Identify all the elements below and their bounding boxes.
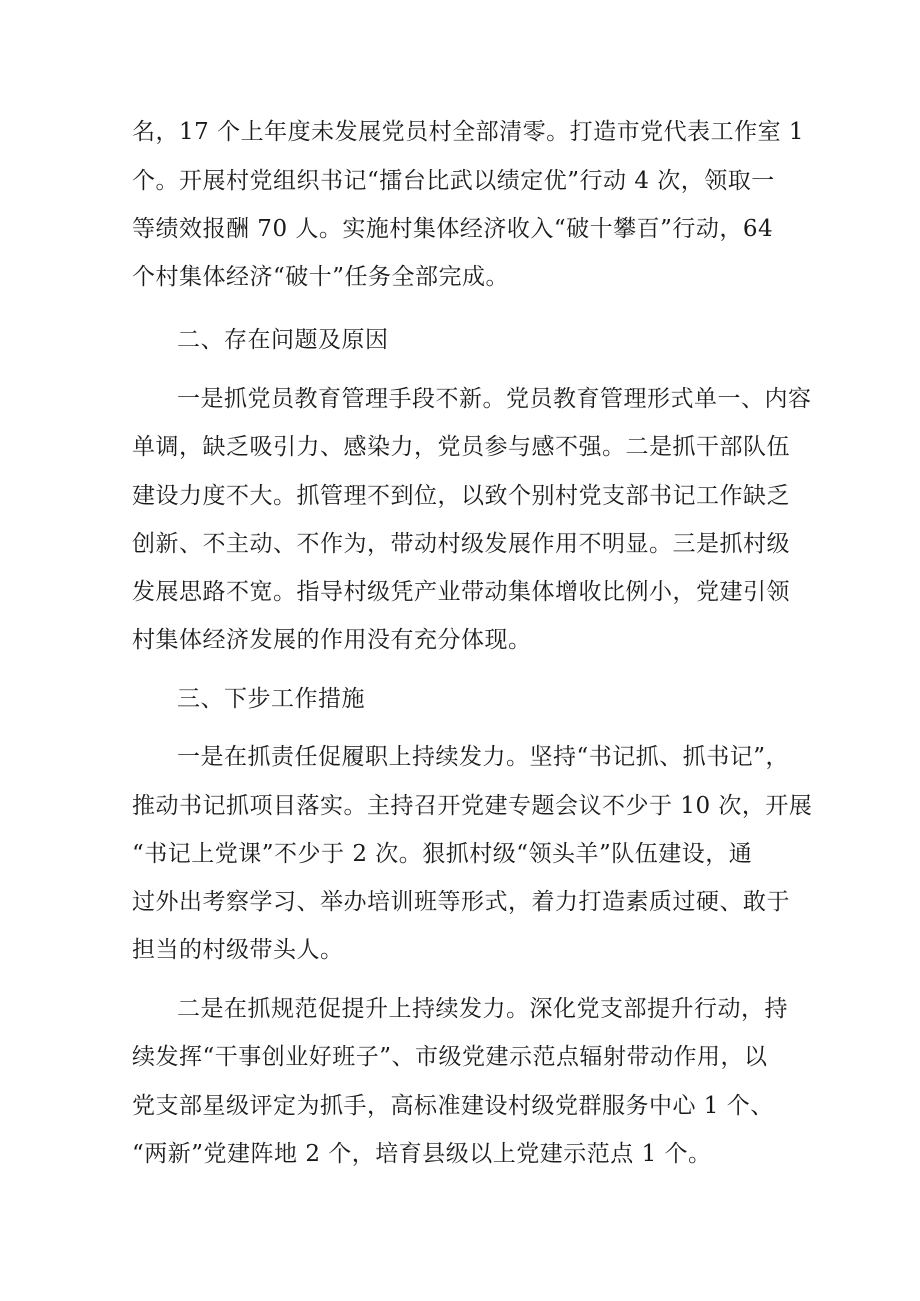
paragraph-line: 一是抓党员教育管理手段不新。党员教育管理形式单一、内容: [177, 386, 812, 412]
paragraph-line: “两新”党建阵地 2 个，培育县级以上党建示范点 1 个。: [132, 1141, 712, 1167]
paragraph-line: 创新、不主动、不作为，带动村级发展作用不明显。三是抓村级: [132, 531, 790, 557]
paragraph-line: 名，17 个上年度未发展党员村全部清零。打造市党代表工作室 1: [132, 119, 805, 145]
paragraph-line: 发展思路不宽。指导村级凭产业带动集体增收比例小，党建引领: [132, 579, 790, 605]
paragraph-line: 推动书记抓项目落实。主持召开党建专题会议不少于 10 次，开展: [132, 793, 813, 819]
paragraph-line: 个村集体经济“破十”任务全部完成。: [132, 264, 510, 290]
paragraph-line: 二是在抓规范促提升上持续发力。深化党支部提升行动，持: [177, 996, 788, 1022]
paragraph-line: 建设力度不大。抓管理不到位，以致个别村党支部书记工作缺乏: [132, 483, 790, 509]
paragraph-line: 续发挥“干事创业好班子”、市级党建示范点辐射带动作用，以: [132, 1044, 768, 1070]
paragraph-line: 村集体经济发展的作用没有充分体现。: [132, 627, 532, 653]
section-heading: 三、下步工作措施: [177, 686, 365, 712]
paragraph-line: 担当的村级带头人。: [132, 937, 344, 963]
paragraph-line: 等绩效报酬 70 人。实施村集体经济收入“破十攀百”行动，64: [132, 216, 774, 242]
paragraph-line: “书记上党课”不少于 2 次。狠抓村级“领头羊”队伍建设，通: [132, 841, 753, 867]
section-heading: 二、存在问题及原因: [177, 327, 389, 353]
paragraph-line: 单调，缺乏吸引力、感染力，党员参与感不强。二是抓干部队伍: [132, 434, 790, 460]
paragraph-line: 个。开展村党组织书记“擂台比武以绩定优”行动 4 次，领取一: [132, 168, 775, 194]
paragraph-line: 党支部星级评定为抓手，高标准建设村级党群服务中心 1 个、: [132, 1093, 774, 1119]
paragraph-line: 过外出考察学习、举办培训班等形式，着力打造素质过硬、敢于: [132, 889, 790, 915]
paragraph-line: 一是在抓责任促履职上持续发力。坚持“书记抓、抓书记”，: [177, 744, 790, 770]
